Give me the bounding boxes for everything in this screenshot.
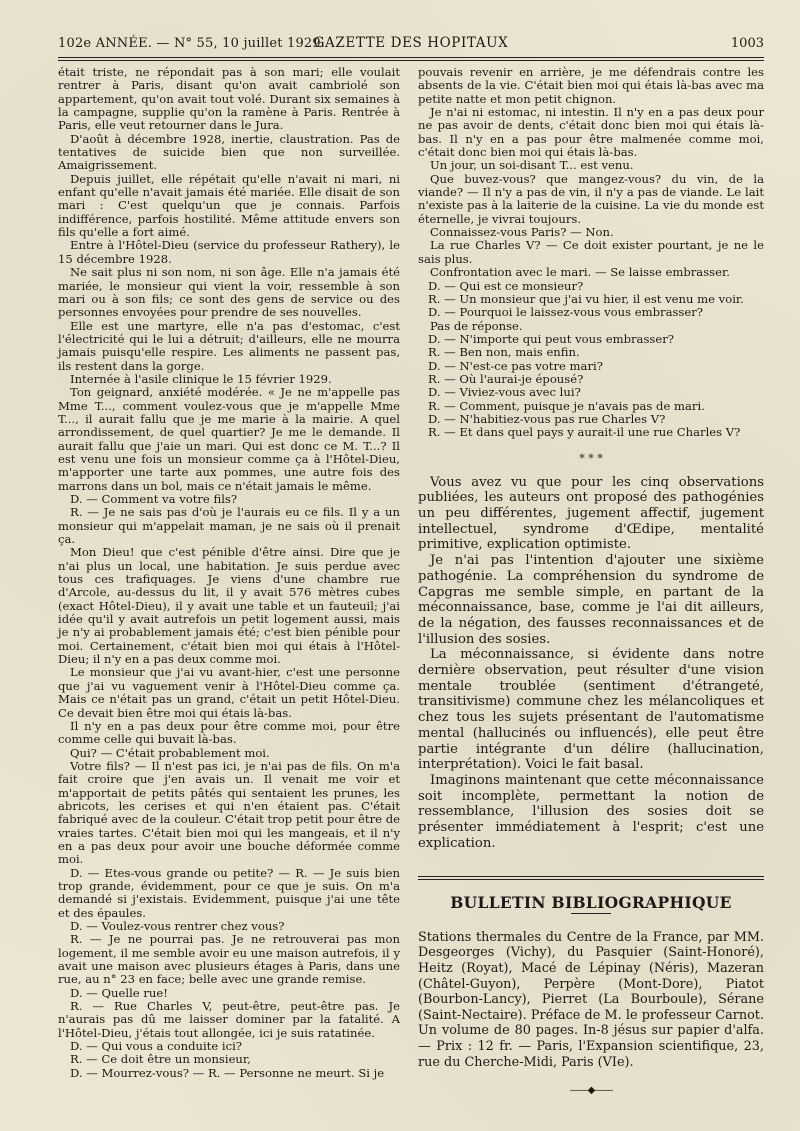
paragraph: D. — Voulez-vous rentrer chez vous?: [70, 919, 285, 933]
asterism: * * *: [579, 451, 603, 465]
paragraph: D. — Pourquoi le laissez-vous vous embrasser?: [428, 305, 703, 320]
paragraph: D. — N'importe qui peut vous embrasser?: [428, 331, 674, 346]
paragraph: D. — Comment va votre fils?: [70, 492, 238, 506]
paragraph: Internée à l'asile clinique le 15 février 1929.: [70, 371, 332, 386]
paragraph: D. — Etes-vous grande ou petite? — R. — Je suis bien trop grande, évidemment, pour ce que je suis. On m'a demandé si j'existais. Evidemment, puisque j'ai une tête et des épaules.: [58, 865, 400, 920]
paragraph: R. — Ben non, mais enfin.: [428, 345, 580, 360]
discussion-paragraph: Je n'ai pas l'intention d'ajouter une sixième pathogénie. La compréhension du syndrome de Capgras me semble simple, en partant de la méconnaissance, base, comme je l'ai dit ailleurs, de la négation, des fausses reconnaissances et de l'illusion des sosies.: [418, 553, 764, 647]
paragraph: pouvais revenir en arrière, je me défendrais contre les absents de la vie. C'était bien moi qui étais là-bas avec ma petite natte et mon petit chignon.: [418, 65, 764, 106]
bibliography-text: Stations thermales du Centre de la France, par MM. Desgeorges (Vichy), du Pasquier (Saint-Honoré), Heitz (Royat), Macé de Lépinay (Néris), Mazeran (Châtel-Guyon), Perpère (Mont-Dore), Piatot (Bourbon-Lancy), Pierret (La Bourboule), Sérane (Saint-Nectaire). Préface de M. le professeur Carnot. Un volume de 80 pages. In-8 jésus sur papier d'alfa. — Prix : 12 fr. — Paris, l'Expansion scientifique, 23, rue du Cherche-Midi, Paris (VIe).: [418, 929, 764, 1070]
journal-title: GAZETTE DES HOPITAUX: [313, 35, 509, 51]
paragraph: R. — Je ne sais pas d'où je l'aurais eu ce fils. Il y a un monsieur qui m'appelait maman, je ne sais où il prenait ça.: [58, 505, 400, 547]
paragraph: R. — Où l'aurai-je épousé?: [428, 371, 584, 386]
section-rule-thin: [418, 879, 764, 880]
paragraph: Connaissez-vous Paris? — Non.: [430, 225, 614, 240]
paragraph: D. — Qui vous a conduite ici?: [70, 1039, 242, 1054]
paragraph: Que buvez-vous? que mangez-vous? du vin, de la viande? — Il n'y a pas de vin, il n'y a pas de viande. Le lait n'existe pas à la laiterie de la cuisine. La vie du monde est éternelle, je vivrai toujours.: [418, 171, 764, 226]
paragraph: Pas de réponse.: [430, 318, 523, 333]
paragraph: Depuis juillet, elle répétait qu'elle n'avait ni mari, ni enfant qu'elle n'avait jamais été mariée. Elle disait de son mari : C'est quelqu'un que je connais. Parfois indifférence, parfois hostilité. Même attitude envers son fils qu'elle a fort aimé.: [58, 171, 400, 240]
right-column: [418, 66, 764, 1098]
case-report-continuation: [418, 66, 764, 440]
paragraph: Entre à l'Hôtel-Dieu (service du professeur Rathery), le 15 décembre 1928.: [58, 238, 400, 266]
discussion-paragraph: Vous avez vu que pour les cinq observations publiées, les auteurs ont proposé des pathogénies un peu différentes, jugement affectif, jugement intellectuel, syndrome d'Œdipe, mentalité primitive, explication optimiste.: [418, 474, 764, 553]
paragraph: R. — Un monsieur que j'ai vu hier, il est venu me voir.: [428, 291, 744, 306]
paragraph: R. — Comment, puisque je n'avais pas de mari.: [428, 398, 705, 413]
section-rule: [418, 876, 764, 877]
paragraph: D. — N'habitiez-vous pas rue Charles V?: [428, 411, 666, 426]
paragraph: Qui? — C'était probablement moi.: [70, 745, 270, 760]
paragraph: D. — Quelle rue!: [70, 985, 168, 1000]
paragraph: Elle est une martyre, elle n'a pas d'estomac, c'est l'électricité qui le lui a détruit; d'ailleurs, elle ne mourra jamais puisqu'elle respire. Les aliments ne passent pas, ils restent dans la gorge.: [58, 318, 400, 373]
paragraph: D'août à décembre 1928, inertie, claustration. Pas de tentatives de suicide bien que non surveillée. Amaigrissement.: [58, 131, 400, 173]
paragraph: Je n'ai ni estomac, ni intestin. Il n'y en a pas deux pour ne pas avoir de dents, c'était donc bien moi qui étais là-bas. Il n'y en a pas pour être malmenée comme moi, c'était donc bien moi qui étais là-bas.: [418, 105, 764, 160]
title-underline: [571, 913, 611, 914]
discussion-section: [418, 475, 764, 852]
paragraph: Ne sait plus ni son nom, ni son âge. Elle n'a jamais été mariée, le monsieur qui vient la voir, ressemble à son mari ou à son fils; ce sont des gens de service ou des personnes envoyées pour prendre de ses nouvelles.: [58, 265, 400, 320]
paragraph: R. — Je ne pourrai pas. Je ne retrouverai pas mon logement, il me semble avoir eu une maison autrefois, il y avait une maison avec plusieurs étages à Paris, dans une rue, au n° 23 en face; belle avec une grande remise.: [58, 932, 400, 987]
discussion-paragraph: Imaginons maintenant que cette méconnaissance soit incomplète, permettant la notion de ressemblance, l'illusion des sosies doit se présenter immédiatement à l'esprit; c'est une explication.: [418, 772, 764, 851]
paragraph: Il n'y en a pas deux pour être comme moi, pour être comme celle qui buvait là-bas.: [58, 718, 400, 747]
discussion-paragraph: La méconnaissance, si évidente dans notre dernière observation, peut résulter d'une vision mentale troublée (sentiment d'étrangeté, transitivisme) commune chez les mélancoliques et chez tous les sujets présentant de l'automatisme mental (hallucinés ou influencés), elle peut être partie intégrante d'un délire (hallucination, interprétation). Voici le fait basal.: [418, 647, 764, 773]
paragraph: Confrontation avec le mari. — Se laisse embrasser.: [430, 265, 730, 280]
end-ornament: ——◆——: [569, 1085, 613, 1097]
paragraph: R. — Rue Charles V, peut-être, peut-être pas. Je n'aurais pas dû me laisser dominer par la fatalité. A l'Hôtel-Dieu, j'étais tout allongée, ici je suis ratatinée.: [58, 999, 400, 1040]
paragraph: Un jour, un soi-disant T... est venu.: [430, 158, 634, 173]
page-number: 1003: [730, 36, 764, 51]
paragraph: D. — Mourrez-vous? — R. — Personne ne meurt. Si je: [70, 1065, 385, 1080]
paragraph: D. — Viviez-vous avec lui?: [428, 385, 581, 400]
paragraph: La rue Charles V? — Ce doit exister pourtant, je ne le sais plus.: [418, 238, 764, 266]
bulletin-title: BULLETIN BIBLIOGRAPHIQUE: [450, 892, 732, 912]
paragraph: Mon Dieu! que c'est pénible d'être ainsi. Dire que je n'ai plus un local, une habitation. Je suis perdue avec tous ces trafiquages. Je viens d'une chambre rue d'Arcole, au-dessus du lit, il y avait 576 mètres cubes (exact Hôtel-Dieu), il y avait une table et un fauteuil; j'ai idée qu'il y avait autrefois un petit logement aussi, mais je n'y ai probablement jamais été; c'est bien pénible pour moi. Certainement, c'était bien moi qui étais à l'Hôtel-Dieu; il n'y en a pas deux comme moi.: [58, 545, 400, 667]
paragraph: Ton geignard, anxiété modérée. « Je ne m'appelle pas Mme T..., comment voulez-vous que je m'appelle Mme T..., il aurait fallu que je me marie à la mairie. A quel arrondissement, de quel quartier? Je me le demande. Il aurait fallu que j'aie un mari. Qui est donc ce M. T...? Il est venu une fois un monsieur comme ça à l'Hôtel-Dieu, m'apporter une tarte aux pommes, une autre fois des marrons dans un bol, mais ce n'était jamais le même.: [58, 385, 400, 493]
paragraph: Le monsieur que j'ai vu avant-hier, c'est une personne que j'ai vu vaguement venir à l'Hôtel-Dieu comme ça. Mais ce n'était pas un grand, c'était un petit Hôtel-Dieu. Ce devait bien être moi qui étais là-bas.: [58, 665, 400, 720]
issue-info: 102e ANNÉE. — N° 55, 10 juillet 1929.: [58, 36, 326, 51]
paragraph: était triste, ne répondait pas à son mari; elle voulait rentrer à Paris, disant qu'on avait cambriolé son appartement, qu'on avait tout volé. Durant six semaines à la campagne, supplie qu'on la ramène à Paris. Rentrée à Paris, elle veut retourner dans le Jura.: [58, 65, 400, 133]
bibliography-entry: [418, 930, 764, 1070]
paragraph: D. — N'est-ce pas votre mari?: [428, 358, 603, 373]
header-rule-thin: [58, 60, 764, 61]
header-rule: [58, 57, 764, 58]
paragraph: D. — Qui est ce monsieur?: [428, 278, 584, 293]
paragraph: R. — Ce doit être un monsieur,: [70, 1052, 251, 1067]
page-header: [58, 32, 764, 56]
paragraph: R. — Et dans quel pays y aurait-il une rue Charles V?: [428, 425, 741, 440]
paragraph: Votre fils? — Il n'est pas ici, je n'ai pas de fils. On m'a fait croire que j'en avais un. Il venait me voir et m'apportait de petits pâtés qui sentaient les prunes, les abricots, les cerises et qui n'en étaient pas. C'était fabriqué avec de la couleur. C'était trop petit pour être de vraies tartes. C'était bien moi qui les mangeais, et il n'y en a pas deux pour avoir une bouche déformée comme moi.: [58, 758, 400, 867]
left-column: [58, 66, 400, 1080]
